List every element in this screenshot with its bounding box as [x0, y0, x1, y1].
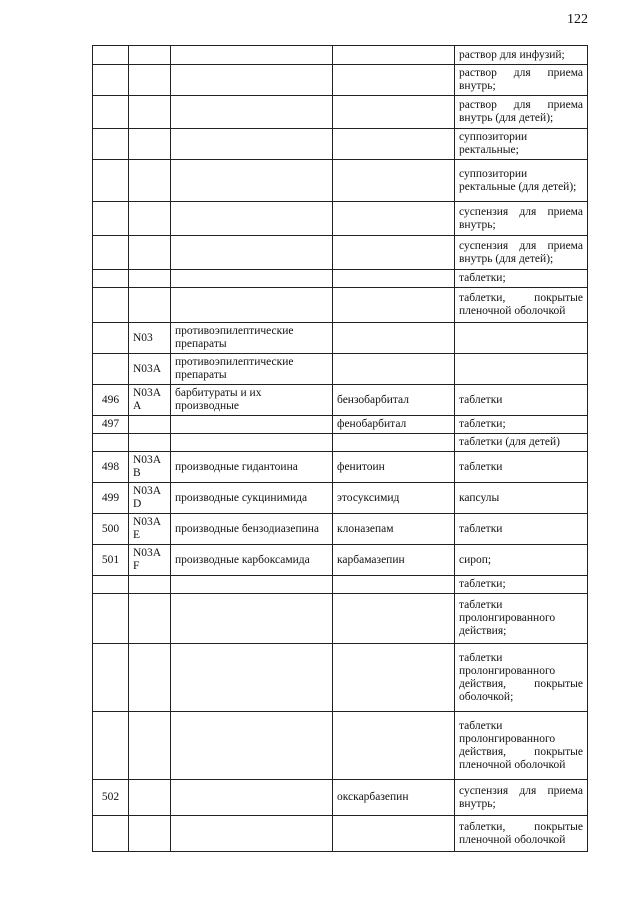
table-row	[93, 270, 588, 288]
drug-name	[333, 323, 455, 354]
table-row	[93, 712, 588, 780]
atc-code	[129, 416, 171, 434]
atc-code: N03A E	[129, 514, 171, 545]
dosage-form: раствор для приема внутрь;	[455, 65, 588, 96]
drug-name	[333, 594, 455, 644]
atc-code: N03	[129, 323, 171, 354]
group-name: барбитураты и их производные	[171, 385, 333, 416]
row-number: 500	[93, 514, 129, 545]
atc-code	[129, 129, 171, 160]
group-name	[171, 712, 333, 780]
group-name: производные бензодиазепина	[171, 514, 333, 545]
table-row	[93, 385, 588, 416]
group-name: производные карбоксамида	[171, 545, 333, 576]
table-row	[93, 545, 588, 576]
drug-name	[333, 236, 455, 270]
row-number	[93, 434, 129, 452]
row-number	[93, 644, 129, 712]
atc-code	[129, 236, 171, 270]
dosage-form: суппозитории ректальные (для детей);	[455, 160, 588, 202]
atc-code: N03A F	[129, 545, 171, 576]
dosage-form: раствор для приема внутрь (для детей);	[455, 96, 588, 129]
drug-name: фенитоин	[333, 452, 455, 483]
row-number: 501	[93, 545, 129, 576]
group-name: производные сукцинимида	[171, 483, 333, 514]
dosage-form: таблетки	[455, 385, 588, 416]
row-number	[93, 270, 129, 288]
table-row	[93, 514, 588, 545]
row-number	[93, 129, 129, 160]
row-number: 498	[93, 452, 129, 483]
drug-name	[333, 434, 455, 452]
drug-name	[333, 270, 455, 288]
table-row	[93, 46, 588, 65]
group-name	[171, 594, 333, 644]
dosage-form: таблетки	[455, 452, 588, 483]
group-name	[171, 96, 333, 129]
group-name	[171, 65, 333, 96]
drug-name	[333, 96, 455, 129]
drug-name	[333, 202, 455, 236]
row-number	[93, 236, 129, 270]
row-number	[93, 354, 129, 385]
group-name	[171, 46, 333, 65]
drug-name	[333, 354, 455, 385]
dosage-form: суспензия для приема внутрь;	[455, 780, 588, 816]
atc-code: N03A D	[129, 483, 171, 514]
table-row	[93, 160, 588, 202]
table-row	[93, 288, 588, 323]
drug-name	[333, 712, 455, 780]
row-number: 497	[93, 416, 129, 434]
group-name	[171, 416, 333, 434]
table-row	[93, 434, 588, 452]
dosage-form: таблетки пролонгированного действия, покрытые пленочной оболочкой	[455, 712, 588, 780]
atc-code: N03A A	[129, 385, 171, 416]
drug-name	[333, 65, 455, 96]
drug-name	[333, 129, 455, 160]
table-row	[93, 644, 588, 712]
table-row	[93, 452, 588, 483]
drug-name: бензобарбитал	[333, 385, 455, 416]
drug-name: этосуксимид	[333, 483, 455, 514]
row-number	[93, 65, 129, 96]
dosage-form: суспензия для приема внутрь (для детей);	[455, 236, 588, 270]
dosage-form: суспензия для приема внутрь;	[455, 202, 588, 236]
drug-name: клоназепам	[333, 514, 455, 545]
atc-code	[129, 644, 171, 712]
row-number	[93, 202, 129, 236]
atc-code: N03A	[129, 354, 171, 385]
dosage-form: таблетки;	[455, 416, 588, 434]
atc-code	[129, 160, 171, 202]
drug-name	[333, 160, 455, 202]
atc-code	[129, 712, 171, 780]
table-row	[93, 354, 588, 385]
atc-code	[129, 576, 171, 594]
atc-code	[129, 96, 171, 129]
group-name	[171, 202, 333, 236]
group-name: противоэпилептические препараты	[171, 354, 333, 385]
atc-code	[129, 46, 171, 65]
atc-code	[129, 288, 171, 323]
dosage-form: таблетки;	[455, 270, 588, 288]
dosage-form	[455, 354, 588, 385]
group-name	[171, 644, 333, 712]
drug-name	[333, 46, 455, 65]
table-row	[93, 323, 588, 354]
table-row	[93, 576, 588, 594]
table-row	[93, 416, 588, 434]
table-row	[93, 236, 588, 270]
dosage-form: таблетки, покрытые пленочной оболочкой	[455, 288, 588, 323]
medication-table	[92, 45, 588, 852]
drug-name: карбамазепин	[333, 545, 455, 576]
table-row	[93, 129, 588, 160]
row-number	[93, 160, 129, 202]
row-number: 502	[93, 780, 129, 816]
atc-code	[129, 434, 171, 452]
atc-code	[129, 816, 171, 852]
table-row	[93, 96, 588, 129]
dosage-form: таблетки пролонгированного действия, покрытые оболочкой;	[455, 644, 588, 712]
drug-name: фенобарбитал	[333, 416, 455, 434]
table-row	[93, 594, 588, 644]
drug-name: окскарбазепин	[333, 780, 455, 816]
dosage-form: суппозитории ректальные;	[455, 129, 588, 160]
row-number	[93, 46, 129, 65]
drug-name	[333, 816, 455, 852]
group-name	[171, 780, 333, 816]
group-name	[171, 816, 333, 852]
row-number	[93, 712, 129, 780]
row-number: 496	[93, 385, 129, 416]
row-number	[93, 816, 129, 852]
group-name	[171, 434, 333, 452]
row-number	[93, 594, 129, 644]
dosage-form: таблетки	[455, 514, 588, 545]
atc-code: N03A B	[129, 452, 171, 483]
drug-name	[333, 644, 455, 712]
group-name	[171, 129, 333, 160]
dosage-form: таблетки (для детей)	[455, 434, 588, 452]
row-number	[93, 96, 129, 129]
page-number: 122	[567, 12, 588, 27]
table-row	[93, 483, 588, 514]
atc-code	[129, 270, 171, 288]
dosage-form: капсулы	[455, 483, 588, 514]
atc-code	[129, 202, 171, 236]
dosage-form	[455, 323, 588, 354]
dosage-form: таблетки пролонгированного действия;	[455, 594, 588, 644]
atc-code	[129, 780, 171, 816]
row-number	[93, 576, 129, 594]
drug-name	[333, 288, 455, 323]
group-name	[171, 576, 333, 594]
table-row	[93, 65, 588, 96]
drug-name	[333, 576, 455, 594]
group-name	[171, 160, 333, 202]
table-row	[93, 780, 588, 816]
row-number	[93, 323, 129, 354]
row-number: 499	[93, 483, 129, 514]
group-name	[171, 270, 333, 288]
dosage-form: раствор для инфузий;	[455, 46, 588, 65]
row-number	[93, 288, 129, 323]
dosage-form: таблетки, покрытые пленочной оболочкой	[455, 816, 588, 852]
table-row	[93, 816, 588, 852]
dosage-form: сироп;	[455, 545, 588, 576]
dosage-form: таблетки;	[455, 576, 588, 594]
table-row	[93, 202, 588, 236]
group-name: производные гидантоина	[171, 452, 333, 483]
atc-code	[129, 594, 171, 644]
group-name	[171, 288, 333, 323]
atc-code	[129, 65, 171, 96]
group-name: противоэпилептические препараты	[171, 323, 333, 354]
group-name	[171, 236, 333, 270]
